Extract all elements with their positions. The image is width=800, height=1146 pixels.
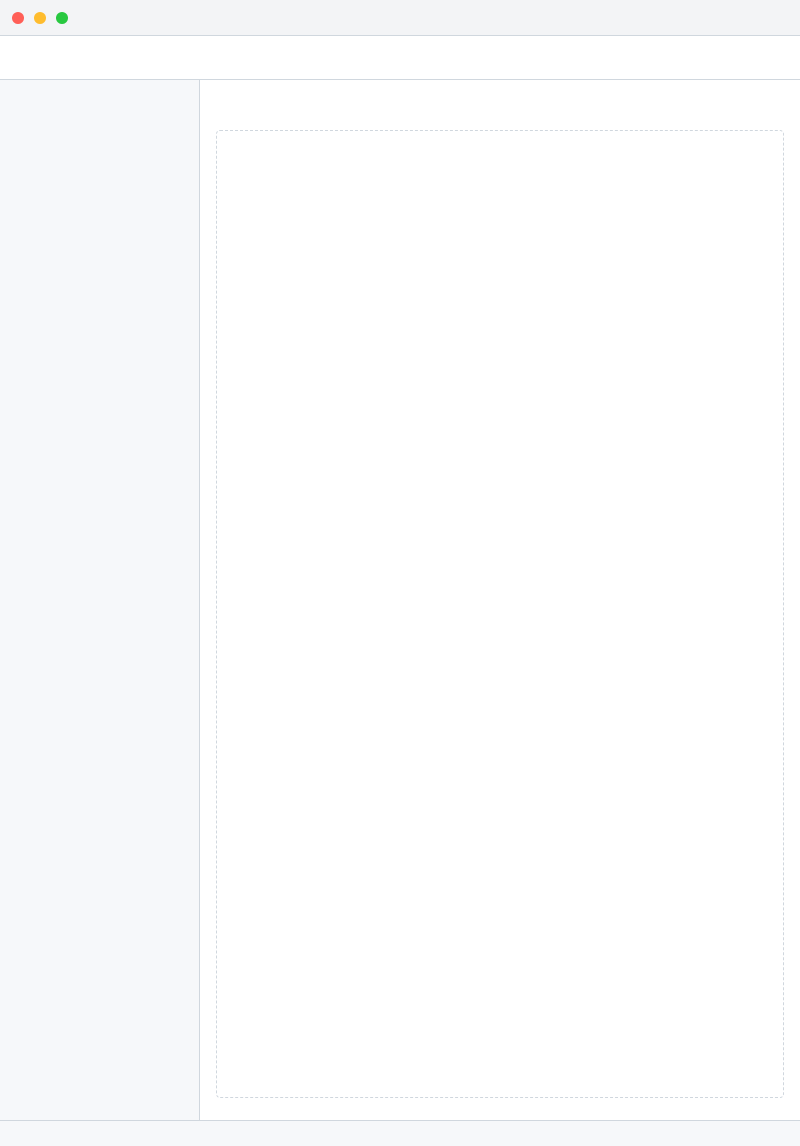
body-row [0,80,800,1120]
title-bar [0,0,800,36]
maximize-window-icon[interactable] [56,12,68,24]
minimize-window-icon[interactable] [34,12,46,24]
page-title [216,96,784,118]
sidebar [0,80,200,1120]
toolbar [0,36,800,80]
content-area [216,130,784,1098]
status-bar [0,1120,800,1146]
main-content [200,80,800,1120]
close-window-icon[interactable] [12,12,24,24]
